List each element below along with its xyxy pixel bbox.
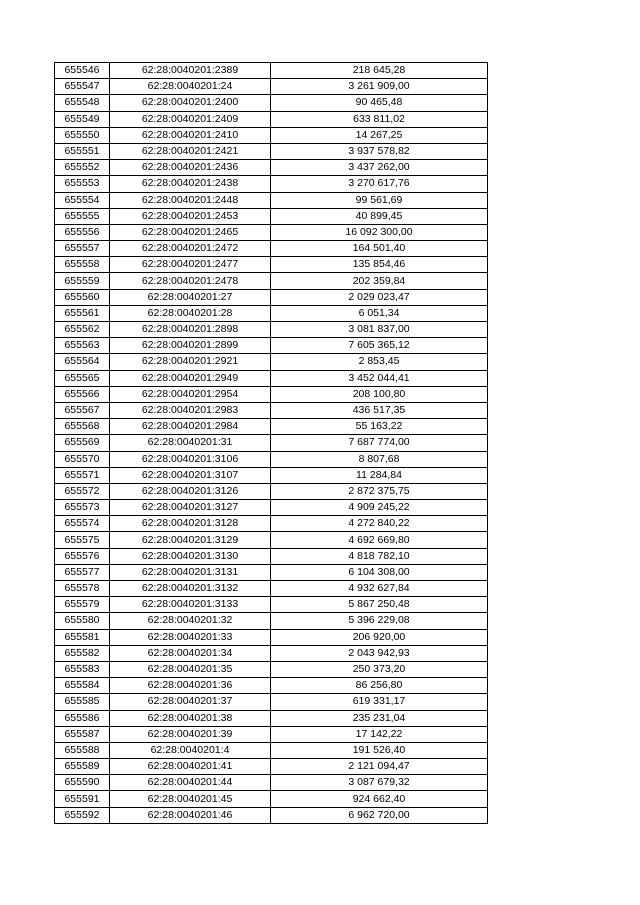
table-row (55, 807, 488, 823)
cadastral-number-cell: 62:28:0040201:3129 (110, 532, 271, 548)
cadastral-number-cell: 62:28:0040201:35 (110, 661, 271, 677)
cadastral-number-cell: 62:28:0040201:2409 (110, 111, 271, 127)
table-row (55, 500, 488, 516)
row-number-cell: 655575 (55, 532, 110, 548)
row-number-cell: 655591 (55, 791, 110, 807)
cadastral-number-cell: 62:28:0040201:2453 (110, 208, 271, 224)
cadastral-number-cell: 62:28:0040201:2472 (110, 241, 271, 257)
cadastral-number-cell: 62:28:0040201:3132 (110, 581, 271, 597)
cadastral-number-cell: 62:28:0040201:27 (110, 289, 271, 305)
row-number-cell: 655572 (55, 483, 110, 499)
cadastral-number-cell: 62:28:0040201:3107 (110, 467, 271, 483)
row-number-cell: 655552 (55, 160, 110, 176)
row-number-cell: 655568 (55, 419, 110, 435)
row-number-cell: 655585 (55, 694, 110, 710)
cadastral-value-cell: 218 645,28 (271, 63, 488, 79)
cadastral-number-cell: 62:28:0040201:45 (110, 791, 271, 807)
row-number-cell: 655576 (55, 548, 110, 564)
cadastral-number-cell: 62:28:0040201:3131 (110, 564, 271, 580)
row-number-cell: 655565 (55, 370, 110, 386)
row-number-cell: 655555 (55, 208, 110, 224)
cadastral-value-cell: 4 692 669,80 (271, 532, 488, 548)
cadastral-number-cell: 62:28:0040201:2410 (110, 127, 271, 143)
table-row (55, 257, 488, 273)
table-row (55, 143, 488, 159)
table-row (55, 63, 488, 79)
table-row (55, 483, 488, 499)
table-row (55, 742, 488, 758)
cadastral-number-cell: 62:28:0040201:3128 (110, 516, 271, 532)
table-row (55, 338, 488, 354)
cadastral-value-cell: 436 517,35 (271, 402, 488, 418)
row-number-cell: 655559 (55, 273, 110, 289)
row-number-cell: 655583 (55, 661, 110, 677)
cadastral-value-cell: 3 437 262,00 (271, 160, 488, 176)
cadastral-number-cell: 62:28:0040201:2400 (110, 95, 271, 111)
cadastral-number-cell: 62:28:0040201:41 (110, 759, 271, 775)
cadastral-value-cell: 619 331,17 (271, 694, 488, 710)
table-row (55, 645, 488, 661)
table-row (55, 467, 488, 483)
cadastral-number-cell: 62:28:0040201:2465 (110, 224, 271, 240)
table-row (55, 613, 488, 629)
table-row (55, 678, 488, 694)
cadastral-number-cell: 62:28:0040201:2477 (110, 257, 271, 273)
cadastral-value-cell: 2 029 023,47 (271, 289, 488, 305)
row-number-cell: 655553 (55, 176, 110, 192)
cadastral-number-cell: 62:28:0040201:3133 (110, 597, 271, 613)
cadastral-number-cell: 62:28:0040201:2921 (110, 354, 271, 370)
row-number-cell: 655588 (55, 742, 110, 758)
cadastral-number-cell: 62:28:0040201:2983 (110, 402, 271, 418)
cadastral-number-cell: 62:28:0040201:46 (110, 807, 271, 823)
table-row (55, 564, 488, 580)
row-number-cell: 655563 (55, 338, 110, 354)
cadastral-value-cell: 3 452 044,41 (271, 370, 488, 386)
cadastral-value-cell: 7 687 774,00 (271, 435, 488, 451)
row-number-cell: 655584 (55, 678, 110, 694)
table-row (55, 273, 488, 289)
cadastral-number-cell: 62:28:0040201:2438 (110, 176, 271, 192)
cadastral-value-cell: 8 807,68 (271, 451, 488, 467)
cadastral-value-cell: 135 854,46 (271, 257, 488, 273)
cadastral-value-cell: 4 909 245,22 (271, 500, 488, 516)
cadastral-number-cell: 62:28:0040201:3126 (110, 483, 271, 499)
cadastral-value-cell: 99 561,69 (271, 192, 488, 208)
row-number-cell: 655548 (55, 95, 110, 111)
cadastral-value-cell: 2 121 094,47 (271, 759, 488, 775)
cadastral-number-cell: 62:28:0040201:2389 (110, 63, 271, 79)
row-number-cell: 655561 (55, 305, 110, 321)
row-number-cell: 655581 (55, 629, 110, 645)
row-number-cell: 655590 (55, 775, 110, 791)
row-number-cell: 655570 (55, 451, 110, 467)
table-row (55, 726, 488, 742)
table-row (55, 305, 488, 321)
table-row (55, 289, 488, 305)
table-row (55, 354, 488, 370)
cadastral-value-cell: 3 270 617,76 (271, 176, 488, 192)
row-number-cell: 655578 (55, 581, 110, 597)
cadastral-value-cell: 16 092 300,00 (271, 224, 488, 240)
table-row (55, 192, 488, 208)
table-row (55, 710, 488, 726)
table-row (55, 241, 488, 257)
cadastral-value-cell: 40 899,45 (271, 208, 488, 224)
cadastral-number-cell: 62:28:0040201:37 (110, 694, 271, 710)
cadastral-value-cell: 3 937 578,82 (271, 143, 488, 159)
table-row (55, 224, 488, 240)
cadastral-value-cell: 3 087 679,32 (271, 775, 488, 791)
row-number-cell: 655571 (55, 467, 110, 483)
row-number-cell: 655580 (55, 613, 110, 629)
cadastral-value-table (54, 62, 488, 824)
table-row (55, 419, 488, 435)
cadastral-value-cell: 4 272 840,22 (271, 516, 488, 532)
cadastral-value-cell: 633 811,02 (271, 111, 488, 127)
row-number-cell: 655547 (55, 79, 110, 95)
cadastral-value-cell: 2 872 375,75 (271, 483, 488, 499)
table-row (55, 95, 488, 111)
cadastral-value-cell: 55 163,22 (271, 419, 488, 435)
row-number-cell: 655551 (55, 143, 110, 159)
table-row (55, 775, 488, 791)
cadastral-value-cell: 164 501,40 (271, 241, 488, 257)
cadastral-number-cell: 62:28:0040201:38 (110, 710, 271, 726)
row-number-cell: 655562 (55, 322, 110, 338)
cadastral-number-cell: 62:28:0040201:31 (110, 435, 271, 451)
cadastral-number-cell: 62:28:0040201:2436 (110, 160, 271, 176)
cadastral-number-cell: 62:28:0040201:28 (110, 305, 271, 321)
table-row (55, 386, 488, 402)
cadastral-value-cell: 206 920,00 (271, 629, 488, 645)
cadastral-number-cell: 62:28:0040201:2984 (110, 419, 271, 435)
cadastral-number-cell: 62:28:0040201:2899 (110, 338, 271, 354)
row-number-cell: 655592 (55, 807, 110, 823)
cadastral-value-cell: 191 526,40 (271, 742, 488, 758)
cadastral-value-cell: 6 051,34 (271, 305, 488, 321)
cadastral-value-cell: 202 359,84 (271, 273, 488, 289)
table-row (55, 370, 488, 386)
cadastral-value-cell: 14 267,25 (271, 127, 488, 143)
cadastral-value-cell: 11 284,84 (271, 467, 488, 483)
row-number-cell: 655579 (55, 597, 110, 613)
table-row (55, 516, 488, 532)
cadastral-number-cell: 62:28:0040201:36 (110, 678, 271, 694)
cadastral-value-cell: 6 104 308,00 (271, 564, 488, 580)
cadastral-value-cell: 4 818 782,10 (271, 548, 488, 564)
cadastral-value-cell: 6 962 720,00 (271, 807, 488, 823)
cadastral-number-cell: 62:28:0040201:44 (110, 775, 271, 791)
table-row (55, 629, 488, 645)
cadastral-value-cell: 3 261 909,00 (271, 79, 488, 95)
cadastral-value-cell: 90 465,48 (271, 95, 488, 111)
cadastral-value-cell: 235 231,04 (271, 710, 488, 726)
row-number-cell: 655558 (55, 257, 110, 273)
table-row (55, 176, 488, 192)
row-number-cell: 655546 (55, 63, 110, 79)
row-number-cell: 655587 (55, 726, 110, 742)
table-row (55, 597, 488, 613)
cadastral-number-cell: 62:28:0040201:39 (110, 726, 271, 742)
row-number-cell: 655556 (55, 224, 110, 240)
cadastral-value-cell: 250 373,20 (271, 661, 488, 677)
cadastral-number-cell: 62:28:0040201:3130 (110, 548, 271, 564)
table-body (55, 63, 488, 824)
cadastral-value-cell: 3 081 837,00 (271, 322, 488, 338)
cadastral-value-cell: 924 662,40 (271, 791, 488, 807)
table-row (55, 548, 488, 564)
row-number-cell: 655557 (55, 241, 110, 257)
row-number-cell: 655589 (55, 759, 110, 775)
row-number-cell: 655574 (55, 516, 110, 532)
cadastral-value-cell: 17 142,22 (271, 726, 488, 742)
cadastral-number-cell: 62:28:0040201:33 (110, 629, 271, 645)
cadastral-number-cell: 62:28:0040201:4 (110, 742, 271, 758)
table-row (55, 127, 488, 143)
cadastral-value-cell: 208 100,80 (271, 386, 488, 402)
table-row (55, 759, 488, 775)
cadastral-number-cell: 62:28:0040201:24 (110, 79, 271, 95)
table-row (55, 322, 488, 338)
row-number-cell: 655567 (55, 402, 110, 418)
row-number-cell: 655577 (55, 564, 110, 580)
cadastral-number-cell: 62:28:0040201:3106 (110, 451, 271, 467)
table-row (55, 208, 488, 224)
cadastral-number-cell: 62:28:0040201:3127 (110, 500, 271, 516)
table-row (55, 402, 488, 418)
table-row (55, 451, 488, 467)
table-row (55, 435, 488, 451)
table-row (55, 111, 488, 127)
cadastral-value-cell: 5 867 250,48 (271, 597, 488, 613)
row-number-cell: 655569 (55, 435, 110, 451)
cadastral-number-cell: 62:28:0040201:32 (110, 613, 271, 629)
cadastral-number-cell: 62:28:0040201:2448 (110, 192, 271, 208)
cadastral-number-cell: 62:28:0040201:2478 (110, 273, 271, 289)
cadastral-number-cell: 62:28:0040201:2949 (110, 370, 271, 386)
cadastral-value-cell: 4 932 627,84 (271, 581, 488, 597)
cadastral-value-cell: 7 605 365,12 (271, 338, 488, 354)
table-row (55, 160, 488, 176)
table-row (55, 532, 488, 548)
table-row (55, 791, 488, 807)
table-row (55, 79, 488, 95)
cadastral-number-cell: 62:28:0040201:2954 (110, 386, 271, 402)
cadastral-value-cell: 2 043 942,93 (271, 645, 488, 661)
row-number-cell: 655586 (55, 710, 110, 726)
row-number-cell: 655560 (55, 289, 110, 305)
table-row (55, 694, 488, 710)
cadastral-number-cell: 62:28:0040201:2421 (110, 143, 271, 159)
row-number-cell: 655566 (55, 386, 110, 402)
row-number-cell: 655549 (55, 111, 110, 127)
table-row (55, 661, 488, 677)
cadastral-number-cell: 62:28:0040201:34 (110, 645, 271, 661)
cadastral-number-cell: 62:28:0040201:2898 (110, 322, 271, 338)
table-row (55, 581, 488, 597)
row-number-cell: 655554 (55, 192, 110, 208)
row-number-cell: 655573 (55, 500, 110, 516)
cadastral-value-cell: 2 853,45 (271, 354, 488, 370)
row-number-cell: 655582 (55, 645, 110, 661)
row-number-cell: 655550 (55, 127, 110, 143)
cadastral-value-cell: 86 256,80 (271, 678, 488, 694)
row-number-cell: 655564 (55, 354, 110, 370)
cadastral-value-cell: 5 396 229,08 (271, 613, 488, 629)
